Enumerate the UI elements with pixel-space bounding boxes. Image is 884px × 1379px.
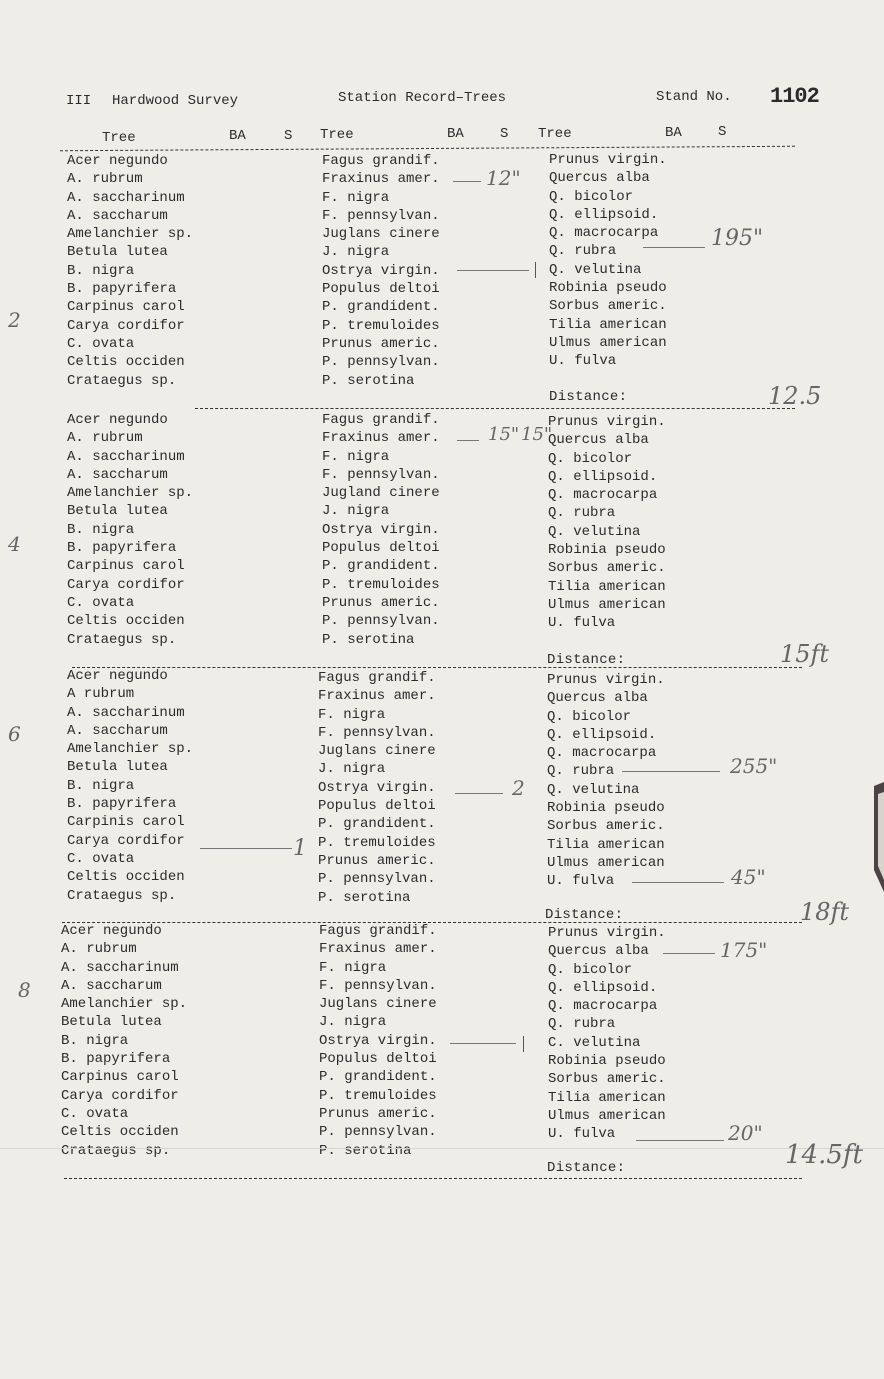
handwritten-note: 175" <box>720 938 768 962</box>
tree-name: A. saccharum <box>61 977 162 994</box>
tree-name: Quercus alba <box>548 943 649 960</box>
col-header-s-1: S <box>284 128 293 144</box>
tree-name: Q. macrocarpa <box>548 998 658 1015</box>
tree-name: Ulmus american <box>549 334 667 351</box>
distance-label: Distance: <box>547 1160 626 1176</box>
tree-name: Populus deltoi <box>322 281 440 298</box>
margin-note: 4 <box>8 532 21 556</box>
col-header-ba-3: BA <box>665 125 682 141</box>
distance-value: 18ft <box>800 898 850 926</box>
distance-value: 12.5 <box>768 382 822 410</box>
tree-name: B. papyrifera <box>67 281 177 298</box>
tree-name: B. nigra <box>67 521 135 538</box>
tree-name: Sorbus americ. <box>548 560 666 577</box>
tree-name: Fagus grandif. <box>319 923 437 939</box>
leader-line <box>622 771 720 772</box>
tree-name: A. rubrum <box>61 941 137 958</box>
tree-name: Ulmus american <box>548 1107 666 1124</box>
block1-col2 <box>322 152 440 390</box>
tree-name: A. saccharinum <box>67 704 185 721</box>
handwritten-note: 12" <box>486 166 521 190</box>
tree-name: Quercus alba <box>549 170 650 187</box>
tree-name: P. pennsylvan. <box>318 871 436 888</box>
handwritten-note: 20" <box>728 1121 763 1145</box>
block-divider <box>195 408 795 409</box>
header-divider <box>60 146 795 151</box>
tree-name: P. grandident. <box>322 299 440 316</box>
tree-name: Carpinus carol <box>67 299 185 316</box>
distance-label: Distance: <box>549 389 628 405</box>
tree-name: Crataegus sp. <box>61 1142 171 1159</box>
tree-name: C. velutina <box>548 1034 641 1051</box>
tree-name: J. nigra <box>319 1014 387 1031</box>
tree-name: Crataegus sp. <box>67 372 177 389</box>
handwritten-note: 255" <box>730 754 778 778</box>
tree-name: B. papyrifera <box>61 1051 171 1068</box>
handwritten-tick <box>535 262 536 278</box>
tree-name: Q. rubra <box>548 1016 616 1033</box>
tree-name: P. tremuloides <box>322 576 440 593</box>
tree-name: P. pennsylvan. <box>322 354 440 371</box>
tree-name: Q. velutina <box>549 261 642 278</box>
leader-line <box>453 181 481 182</box>
tree-name: A. saccharinum <box>67 189 185 206</box>
tree-name: Celtis occiden <box>67 613 185 630</box>
block3-col3 <box>547 671 665 891</box>
tree-name: Sorbus americ. <box>547 818 665 835</box>
tree-name: Sorbus americ. <box>548 1071 666 1088</box>
leader-line <box>457 270 529 271</box>
tree-name: Acer negundo <box>67 412 168 428</box>
block2-col1 <box>67 411 193 649</box>
tree-name: Carya cordifor <box>67 317 185 334</box>
tree-name: Fagus grandif. <box>322 153 440 169</box>
col-header-s-3: S <box>718 124 727 140</box>
tree-name: Ostrya virgin. <box>318 779 436 796</box>
tree-name: Jugland cinere <box>322 485 440 502</box>
tree-name: P. serotina <box>322 631 415 648</box>
tree-name: Robinia pseudo <box>547 800 665 817</box>
tree-name: Q. macrocarpa <box>549 225 659 242</box>
tree-name: P. serotina <box>322 372 415 389</box>
distance-label: Distance: <box>545 907 624 923</box>
tree-name: Populus deltoi <box>318 798 436 815</box>
tree-name: A. saccharinum <box>61 959 179 976</box>
tree-name: P. serotina <box>318 889 411 906</box>
tree-name: U. fulva <box>548 1126 616 1143</box>
handwritten-tick <box>523 1036 524 1052</box>
survey-series: III <box>66 93 92 109</box>
block1-col3 <box>549 151 667 371</box>
leader-line <box>636 1140 724 1141</box>
stand-number: 1102 <box>770 84 819 109</box>
tree-name: C. ovata <box>67 335 135 352</box>
tree-name: Acer negundo <box>67 153 168 169</box>
tree-name: Betula lutea <box>67 503 168 520</box>
col-header-tree-1: Tree <box>102 130 136 146</box>
tree-name: Acer negundo <box>67 668 168 684</box>
tree-name: Robinia pseudo <box>548 542 666 559</box>
tree-name: Amelanchier sp. <box>67 485 194 502</box>
tree-name: Crataegus sp. <box>67 631 177 648</box>
tree-name: F. nigra <box>322 448 390 465</box>
block-divider <box>64 1178 802 1179</box>
tree-name: Amelanchier sp. <box>67 226 194 243</box>
tree-name: Carpinus carol <box>61 1069 179 1086</box>
tree-name: Robinia pseudo <box>549 280 667 297</box>
tree-name: B. nigra <box>67 777 135 794</box>
tree-name: P. grandident. <box>322 558 440 575</box>
margin-note: 8 <box>18 978 31 1002</box>
tree-name: Q. velutina <box>547 781 640 798</box>
tree-name: F. pennsylvan. <box>319 977 437 994</box>
tree-name: J. nigra <box>318 761 386 778</box>
tree-name: F. nigra <box>322 189 390 206</box>
handwritten-note: 15" <box>488 424 520 445</box>
tree-name: Tilia american <box>548 578 666 595</box>
tree-name: P. serotina <box>319 1142 412 1159</box>
tree-name: Crataegus sp. <box>67 887 177 904</box>
tree-name: Prunus americ. <box>322 594 440 611</box>
block4-col2 <box>319 922 437 1160</box>
tree-name: A. saccharum <box>67 722 168 739</box>
tree-name: A. saccharinum <box>67 448 185 465</box>
block3-col1 <box>67 667 193 905</box>
survey-title: Hardwood Survey <box>112 93 239 109</box>
tree-name: Betula lutea <box>67 244 168 261</box>
tree-name: Acer negundo <box>61 923 162 939</box>
tree-name: F. pennsylvan. <box>322 207 440 224</box>
tree-name: B. papyrifera <box>67 540 177 557</box>
tree-name: Q. ellipsoid. <box>548 979 658 996</box>
tree-name: Betula lutea <box>61 1014 162 1031</box>
tree-name: C. ovata <box>67 850 135 867</box>
tree-name: Populus deltoi <box>322 540 440 557</box>
tree-name: Sorbus americ. <box>549 298 667 315</box>
tree-name: Tilia american <box>547 836 665 853</box>
tree-name: Tilia american <box>549 316 667 333</box>
leader-line <box>457 440 479 441</box>
col-header-tree-3: Tree <box>538 126 572 142</box>
tree-name: B. nigra <box>67 262 135 279</box>
handwritten-note: 15" <box>521 424 553 445</box>
tree-name: F. pennsylvan. <box>322 466 440 483</box>
tree-name: Q. bicolor <box>549 188 634 205</box>
handwritten-note: 45" <box>731 865 766 889</box>
tree-name: F. pennsylvan. <box>318 724 436 741</box>
tree-name: A. saccharum <box>67 466 168 483</box>
col-header-ba-1: BA <box>229 128 246 144</box>
tree-name: Quercus alba <box>547 690 648 707</box>
tree-name: A. rubrum <box>67 430 143 447</box>
tree-name: Betula lutea <box>67 759 168 776</box>
tree-name: P. grandident. <box>318 816 436 833</box>
margin-note: 6 <box>8 722 21 746</box>
paper-fold <box>0 1148 884 1149</box>
col-header-ba-2: BA <box>447 126 464 142</box>
tree-name: Prunus americ. <box>319 1105 437 1122</box>
tree-name: P. tremuloides <box>319 1087 437 1104</box>
tree-name: Juglans cinere <box>319 996 437 1013</box>
tree-name: Juglans cinere <box>322 226 440 243</box>
tree-name: B. nigra <box>61 1032 129 1049</box>
tree-name: U. fulva <box>549 353 617 370</box>
tree-name: A rubrum <box>67 686 135 703</box>
block1-col1 <box>67 152 193 390</box>
tree-name: P. grandident. <box>319 1069 437 1086</box>
tree-name: Prunus americ. <box>318 852 436 869</box>
tree-name: Q. macrocarpa <box>547 745 657 762</box>
tree-name: P. tremuloides <box>318 834 436 851</box>
tree-name: Q. bicolor <box>548 961 633 978</box>
tree-name: Populus deltoi <box>319 1051 437 1068</box>
tree-name: Amelanchier sp. <box>61 996 188 1013</box>
tree-name: Celtis occiden <box>67 869 185 886</box>
tree-name: C. ovata <box>67 594 135 611</box>
block2-col3 <box>548 413 666 633</box>
tree-name: Robinia pseudo <box>548 1053 666 1070</box>
tree-name: Carpinis carol <box>67 814 185 831</box>
tree-name: Q. velutina <box>548 523 641 540</box>
tree-name: J. nigra <box>322 244 390 261</box>
block3-col2 <box>318 669 436 907</box>
tree-name: Quercus alba <box>548 432 649 449</box>
handwritten-note: 1 <box>293 836 307 861</box>
leader-line <box>663 953 715 954</box>
tree-name: P. pennsylvan. <box>319 1124 437 1141</box>
tree-name: B. papyrifera <box>67 796 177 813</box>
tree-name: J. nigra <box>322 503 390 520</box>
leader-line <box>455 793 503 794</box>
tree-name: Prunus virgin. <box>548 925 666 941</box>
tree-name: Fraxinus amer. <box>319 941 437 958</box>
tree-name: Ostrya virgin. <box>319 1032 437 1049</box>
tree-name: Ulmus american <box>547 854 665 871</box>
tree-name: F. nigra <box>319 959 387 976</box>
tree-name: P. tremuloides <box>322 317 440 334</box>
tree-name: Carpinus carol <box>67 558 185 575</box>
handwritten-note: 2 <box>512 776 525 800</box>
col-header-s-2: S <box>500 126 509 142</box>
tree-name: Ostrya virgin. <box>322 521 440 538</box>
distance-value: 15ft <box>780 640 830 668</box>
tree-name: U. fulva <box>548 615 616 632</box>
leader-line <box>632 882 724 883</box>
stand-label: Stand No. <box>656 89 732 105</box>
tree-name: Amelanchier sp. <box>67 741 194 758</box>
tree-name: Q. rubra <box>548 505 616 522</box>
distance-label: Distance: <box>547 652 626 668</box>
tree-name: Q. bicolor <box>548 450 633 467</box>
tree-name: Q. rubra <box>549 243 617 260</box>
tree-name: Q. macrocarpa <box>548 487 658 504</box>
block4-col3 <box>548 924 666 1144</box>
tree-name: Q. ellipsoid. <box>549 206 659 223</box>
edge-clip-shadow <box>870 782 884 897</box>
leader-line <box>450 1043 516 1044</box>
tree-name: Q. ellipsoid. <box>548 468 658 485</box>
tree-name: Celtis occiden <box>67 354 185 371</box>
tree-name: A. rubrum <box>67 171 143 188</box>
col-header-tree-2: Tree <box>320 127 354 143</box>
tree-name: Fagus grandif. <box>322 412 440 428</box>
tree-name: Carya cordifor <box>67 576 185 593</box>
tree-name: Carya cordifor <box>67 832 185 849</box>
tree-name: F. nigra <box>318 706 386 723</box>
tree-name: P. pennsylvan. <box>322 613 440 630</box>
tree-name: Fraxinus amer. <box>322 171 440 188</box>
tree-name: Prunus virgin. <box>548 414 666 430</box>
tree-name: Fagus grandif. <box>318 670 436 686</box>
tree-name: Prunus virgin. <box>549 152 667 168</box>
handwritten-note: 195" <box>711 226 764 251</box>
tree-name: A. saccharum <box>67 207 168 224</box>
tree-name: Ulmus american <box>548 596 666 613</box>
tree-name: Fraxinus amer. <box>322 430 440 447</box>
tree-name: Prunus virgin. <box>547 672 665 688</box>
tree-name: Ostrya virgin. <box>322 262 440 279</box>
distance-value: 14.5ft <box>785 1140 863 1170</box>
tree-name: Q. rubra <box>547 763 615 780</box>
tree-name: Q. ellipsoid. <box>547 726 657 743</box>
tree-name: Fraxinus amer. <box>318 688 436 705</box>
tree-name: U. fulva <box>547 873 615 890</box>
record-title: Station Record–Trees <box>338 90 507 106</box>
block4-col1 <box>61 922 187 1160</box>
tree-name: Tilia american <box>548 1089 666 1106</box>
tree-name: Q. bicolor <box>547 708 632 725</box>
tree-name: Prunus americ. <box>322 335 440 352</box>
tree-name: C. ovata <box>61 1105 129 1122</box>
tree-name: Celtis occiden <box>61 1124 179 1141</box>
margin-note: 2 <box>8 308 21 332</box>
tree-name: Juglans cinere <box>318 743 436 760</box>
tree-name: Carya cordifor <box>61 1087 179 1104</box>
block2-col2 <box>322 411 440 649</box>
leader-line <box>643 247 705 248</box>
leader-line <box>200 848 292 849</box>
